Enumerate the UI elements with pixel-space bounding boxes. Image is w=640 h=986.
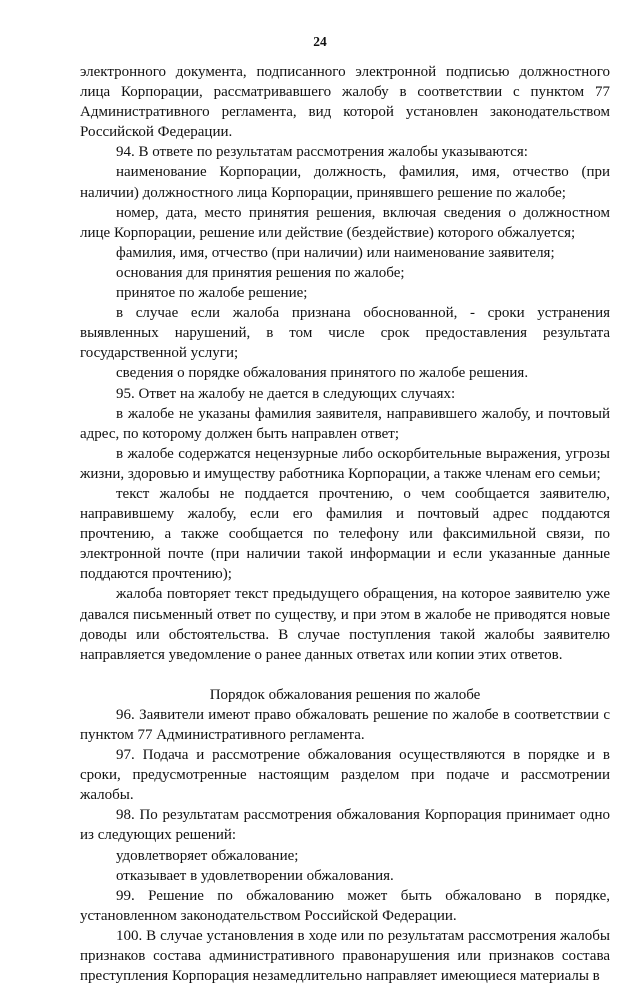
list-item: удовлетворяет обжалование; (116, 847, 299, 864)
section-heading: Порядок обжалования решения по жалобе (209, 686, 481, 703)
paragraph-95: 95. Ответ на жалобу не дается в следующих случаях: (116, 385, 456, 402)
list-item: номер, дата, место принятия решения, включая сведения о должностном лице Корпорации, решение или действие (бездействие) которого обжалуется; (80, 204, 610, 241)
page-number: 24 (313, 34, 327, 49)
list-item: основания для принятия решения по жалобе; (116, 264, 405, 281)
document-body (80, 62, 610, 986)
list-item: отказывает в удовлетворении обжалования. (116, 867, 394, 884)
list-item: фамилия, имя, отчество (при наличии) или наименование заявителя; (116, 244, 555, 261)
list-item: в случае если жалоба признана обоснованной, - сроки устранения выявленных нарушений, в том числе срок предоставления результата государственной услуги; (80, 305, 610, 362)
list-item: в жалобе содержатся нецензурные либо оскорбительные выражения, угрозы жизни, здоровью и имуществу работника Корпорации, а также членам его семьи; (80, 445, 610, 482)
paragraph-99: 99. Решение по обжалованию может быть обжаловано в порядке, установленном законодательством Российской Федерации. (80, 887, 610, 924)
list-item: принятое по жалобе решение; (116, 285, 308, 302)
list-item: текст жалобы не поддается прочтению, о чем сообщается заявителю, направившему жалобу, если его фамилия и почтовый адрес поддаются прочтению, а также сообщается по телефону или факсимильной связи, по электронной почте (при наличии такой информации и если указанные данные поддаются прочтению); (80, 485, 610, 583)
paragraph-100: 100. В случае установления в ходе или по результатам рассмотрения жалобы признаков состава административного правонарушения или признаков состава преступления Корпорация незамедлительно направляет имеющиеся материалы в (80, 927, 610, 985)
list-item: наименование Корпорации, должность, фамилия, имя, отчество (при наличии) должностного лица Корпорации, принявшего решение по жалобе; (80, 164, 610, 201)
list-item: сведения о порядке обжалования принятого по жалобе решения. (116, 365, 529, 382)
paragraph-94: 94. В ответе по результатам рассмотрения жалобы указываются: (116, 144, 528, 161)
paragraph-98: 98. По результатам рассмотрения обжалования Корпорация принимает одно из следующих решений: (80, 807, 610, 844)
paragraph-continuation: электронного документа, подписанного электронной подписью должностного лица Корпорации, рассматривавшего жалобу в соответствии с пунктом 77 Административного регламента, вид которой установлен законодательством Российской Федерации. (80, 64, 610, 141)
paragraph-97: 97. Подача и рассмотрение обжалования осуществляются в порядке и в сроки, предусмотренные настоящим разделом при подаче и рассмотрении жалобы. (80, 747, 610, 804)
list-item: в жалобе не указаны фамилия заявителя, направившего жалобу, и почтовый адрес, по которому должен быть направлен ответ; (80, 405, 610, 442)
list-item: жалоба повторяет текст предыдущего обращения, на которое заявителю уже давался письменный ответ по существу, и при этом в жалобе не приводятся новые доводы или обстоятельства. В случае поступления такой жалобы заявителю направляется уведомление о ранее данных ответах или копии этих ответов. (80, 586, 610, 663)
paragraph-96: 96. Заявители имеют право обжаловать решение по жалобе в соответствии с пунктом 77 Административного регламента. (80, 706, 610, 743)
